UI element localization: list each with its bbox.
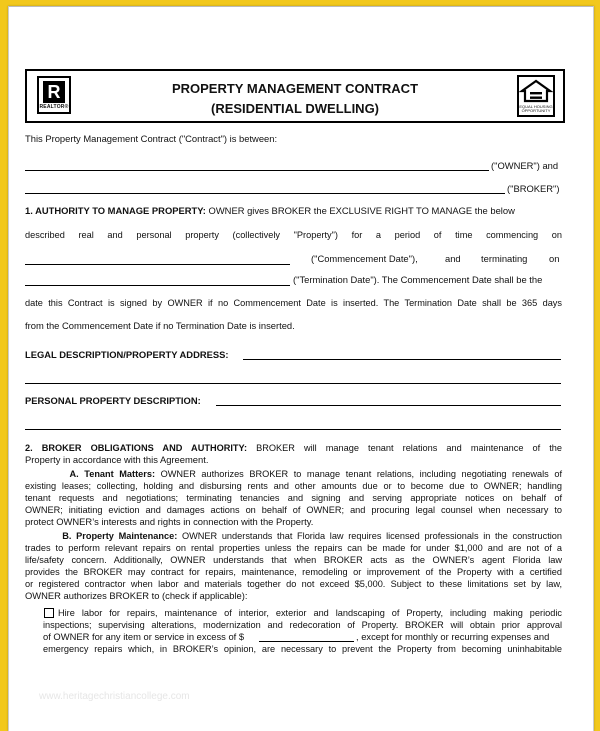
legal-description-label: LEGAL DESCRIPTION/PROPERTY ADDRESS: [25, 349, 229, 360]
contract-header [25, 69, 565, 123]
tenant-matters-line4: OWNER; initiating eviction and damages actions on behalf of OWNER; and procuring legal counsel when necessary to [25, 505, 562, 515]
tenant-matters-line3: tenant requests and negotiations; terminating tenancies and signing and serving appropriate notices on behalf of [25, 493, 562, 503]
section1-and-word: and [445, 253, 461, 264]
approval-amount-field[interactable] [259, 641, 354, 642]
hire-labor-line3b: , except for monthly or recurring expenses and [356, 631, 550, 642]
tenant-matters-heading: A. Tenant Matters: [69, 469, 156, 479]
property-maintenance-line3: life/safety concern. Additionally, OWNER understands that when BROKER acts as the OWNER’s agent Florida law [25, 555, 562, 565]
section1-on-word: on [549, 253, 560, 264]
property-maintenance-line4: provides the BROKER may contract for repairs, maintenance, remodeling or improvement of the Property with a certified [25, 567, 562, 577]
equal-housing-logo [517, 75, 555, 117]
personal-property-field[interactable] [216, 405, 561, 406]
owner-label: ("OWNER") and [491, 160, 559, 171]
realtor-caption: REALTOR® [39, 104, 69, 110]
tenant-matters-text: OWNER authorizes BROKER to manage tenant relations, including negotiating renewals of [160, 469, 563, 479]
section1-line6: from the Commencement Date if no Termination Date is inserted. [25, 320, 295, 331]
section2-line1-text: BROKER will manage tenant relations and maintenance of the [256, 443, 562, 453]
section1-line1: OWNER gives BROKER the EXCLUSIVE RIGHT TO MANAGE the below [208, 205, 515, 216]
property-maintenance-text: OWNER understands that Florida law requires licensed professionals in the construction [181, 531, 563, 541]
property-maintenance-heading: B. Property Maintenance: [62, 531, 178, 541]
section1-heading: 1. AUTHORITY TO MANAGE PROPERTY: [25, 205, 206, 216]
property-maintenance-line1 [25, 530, 562, 542]
section1-commencement-label: ("Commencement Date"), [311, 253, 418, 264]
realtor-r-mark: R [43, 81, 65, 103]
document-page [8, 6, 594, 731]
hire-labor-line4: emergency repairs which, in BROKER’s opinion, are necessary to prevent the Property from becoming uninhabitable [43, 644, 562, 654]
property-maintenance-line5: or registered contractor when labor and materials together do not exceed $5,000. Subject to these limitations set by law, [25, 579, 562, 589]
broker-label: ("BROKER") [507, 183, 560, 194]
owner-name-field[interactable] [25, 170, 489, 171]
legal-description-field[interactable] [243, 359, 561, 360]
section1-line5: date this Contract is signed by OWNER if no Commencement Date is inserted. The Termination Date shall be 365 days [25, 298, 562, 308]
section1-line2: described real and personal property (collectively "Property") for a period of time commencing on [25, 230, 562, 240]
property-maintenance-line2: trades to perform relevant repairs on rental properties unless the repairs can be made for under $1,000 and are not of a [25, 543, 562, 553]
section1-termination-label: ("Termination Date"). The Commencement Date shall be the [293, 274, 543, 285]
house-icon [519, 79, 553, 105]
document-title: PROPERTY MANAGEMENT CONTRACT [171, 81, 419, 96]
hire-labor-checkbox[interactable] [44, 607, 54, 617]
tenant-matters-line2: existing leases; collecting, holding and disbursing rents and other amounts due or to become due to OWNER; handling [25, 481, 562, 491]
intro-text: This Property Management Contract ("Contract") is between: [25, 133, 278, 144]
personal-property-field-line2[interactable] [25, 429, 561, 430]
section2-line1 [25, 442, 562, 454]
eho-caption: EQUAL HOUSING OPPORTUNITY [519, 104, 553, 113]
legal-description-field-line2[interactable] [25, 383, 561, 384]
hire-labor-line2: inspections; supervising alterations, modernization and redecoration of Property. BROKER will obtain prior approval [43, 620, 562, 630]
termination-date-field[interactable] [25, 285, 290, 286]
hire-labor-line3a: of OWNER for any item or service in excess of $ [43, 631, 245, 642]
section2-heading: 2. BROKER OBLIGATIONS AND AUTHORITY: [25, 443, 248, 453]
commencement-date-field[interactable] [25, 264, 290, 265]
broker-name-field[interactable] [25, 193, 505, 194]
document-subtitle: (RESIDENTIAL DWELLING) [210, 101, 380, 116]
tenant-matters-line5: protect OWNER’s interests and rights in connection with the Property. [25, 516, 314, 527]
hire-labor-line1: Hire labor for repairs, maintenance of interior, exterior and landscaping of Property, including making periodic [58, 608, 562, 618]
section1-paragraph-line1 [25, 205, 515, 217]
section1-terminating-word: terminating [481, 253, 528, 264]
section2-line2: Property in accordance with this Agreement. [25, 454, 209, 465]
property-maintenance-line6: OWNER authorizes BROKER to (check if applicable): [25, 590, 248, 601]
tenant-matters-line1 [25, 468, 562, 480]
site-watermark: www.heritagechristiancollege.com [39, 691, 190, 702]
personal-property-label: PERSONAL PROPERTY DESCRIPTION: [25, 395, 201, 406]
